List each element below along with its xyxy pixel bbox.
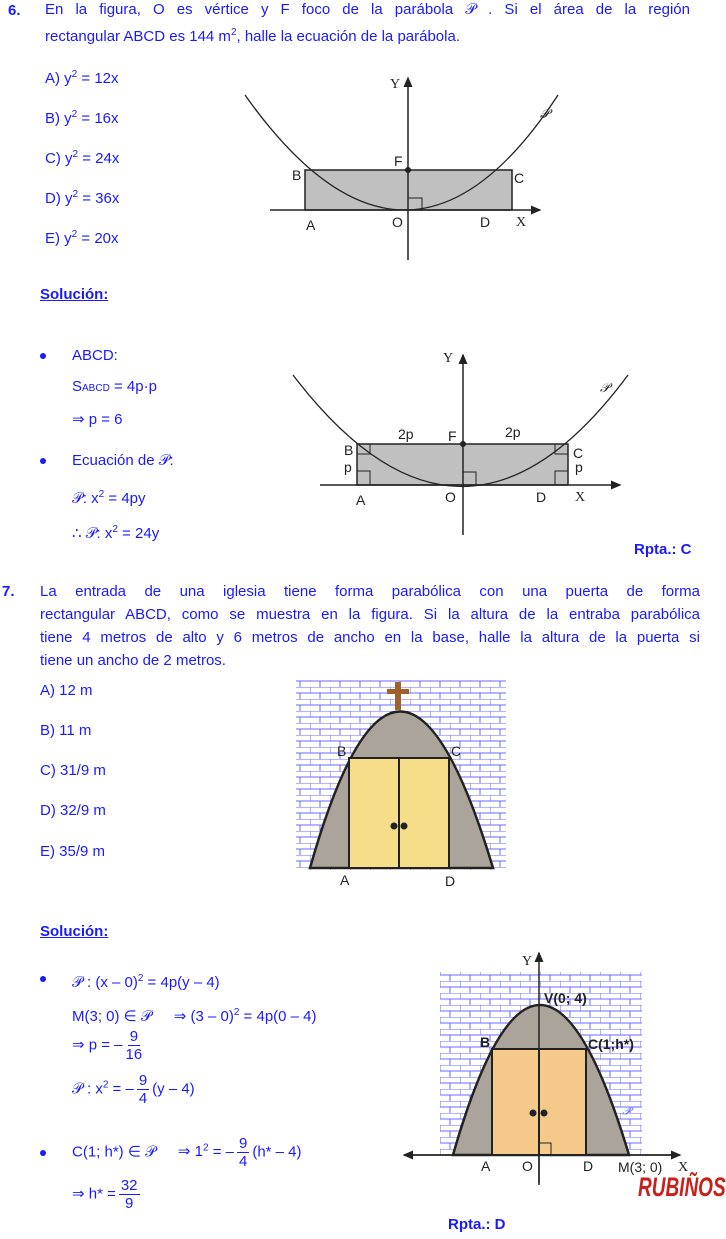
sol6-line: ⇒ p = 6 [72, 411, 123, 428]
svg-text:C: C [514, 170, 525, 186]
bullet [40, 976, 46, 982]
svg-text:Y: Y [443, 351, 454, 366]
figure-parabola-solution-q6 [290, 345, 630, 545]
sol6-line: ∴ 𝒫: $x^2 = 24y$ [72, 524, 160, 542]
figure-parabola-q6 [240, 70, 570, 270]
svg-text:B: B [344, 442, 354, 458]
svg-text:B: B [337, 743, 347, 759]
option-a: A) 12 m [40, 682, 93, 699]
question-6-line: En la figura, O es vértice y F foco de la parábola 𝒫 . Si el área de la región [45, 1, 690, 18]
svg-text:A: A [356, 492, 366, 508]
option-c: C) 31/9 m [40, 762, 106, 779]
question-7-line: tiene un ancho de 2 metros. [40, 652, 226, 669]
svg-text:𝒫: 𝒫 [622, 1104, 631, 1118]
figure-church-solution [400, 945, 700, 1185]
question-7-line: La entrada de una iglesia tiene forma parabólica con una puerta de forma [40, 583, 700, 600]
sol7-line: M(3; 0) ∈ 𝒫 ⇒ (3 – 0)$^2$ = 4p(0 – 4) [72, 1007, 317, 1025]
sol7-line: 𝒫 : $x^2$ = – $\frac{9}{4}$ (y – 4) [72, 1072, 195, 1107]
svg-text:O: O [445, 489, 456, 505]
svg-text:B: B [480, 1034, 491, 1050]
sol7-line: 𝒫 : (x – 0)$^2$ = 4p(y – 4) [72, 973, 220, 991]
option-a: A) $y^2 = 12x$ [45, 69, 119, 87]
svg-text:2p: 2p [505, 424, 521, 440]
svg-text:O: O [392, 214, 403, 230]
svg-text:A: A [306, 217, 316, 233]
svg-text:p: p [344, 459, 352, 475]
svg-text:X: X [678, 1160, 689, 1175]
door-knob [541, 1110, 548, 1117]
svg-text:p: p [575, 459, 583, 475]
svg-text:𝒫: 𝒫 [600, 381, 610, 396]
svg-text:F: F [394, 153, 403, 169]
svg-text:Y: Y [522, 954, 533, 969]
svg-text:A: A [481, 1158, 491, 1174]
question-6-number: 6. [8, 2, 21, 19]
svg-text:2p: 2p [398, 426, 414, 442]
question-7-number: 7. [2, 583, 15, 600]
sol6-line: Ecuación de 𝒫: [72, 452, 174, 469]
svg-text:D: D [480, 214, 491, 230]
sol6-line: ABCD: [72, 347, 118, 364]
sol6-line: SABCD = 4p·p [72, 378, 157, 395]
option-e: E) 35/9 m [40, 843, 106, 860]
svg-text:D: D [583, 1158, 594, 1174]
question-6-line: rectangular ABCD es 144 $m^2$, halle la ecuación de la parábola. [45, 27, 460, 45]
option-e: E) $y^2 = 20x$ [45, 229, 119, 247]
door-knob [530, 1110, 537, 1117]
solution-title-q6: Solución: [40, 286, 109, 303]
sol7-line: ⇒ p = – $\frac{9}{16}$ [72, 1028, 143, 1063]
sol7-line: C(1; h*) ∈ 𝒫 ⇒ $1^2$ = – $\frac{9}{4}$ (h* – 4) [72, 1135, 302, 1170]
bullet [40, 353, 46, 359]
sol6-line: 𝒫: $x^2 = 4py$ [72, 489, 146, 507]
svg-text:B: B [292, 167, 302, 183]
svg-text:Y: Y [390, 77, 401, 92]
question-7-line: tiene 4 metros de alto y 6 metros de ancho en la base, halle la altura de la puerta si [40, 629, 700, 646]
door-knob [401, 823, 408, 830]
option-c: C) $y^2 = 24x$ [45, 149, 120, 167]
question-7-text [40, 580, 700, 672]
svg-text:A: A [340, 872, 350, 888]
svg-text:𝒫: 𝒫 [540, 107, 550, 122]
focus-point [460, 441, 466, 447]
bullet [40, 1150, 46, 1156]
svg-text:O: O [522, 1158, 533, 1174]
solution-title-q7: Solución: [40, 923, 109, 940]
option-d: D) 32/9 m [40, 802, 106, 819]
svg-text:V(0; 4): V(0; 4) [544, 990, 587, 1006]
question-6-text [45, 0, 690, 48]
svg-text:C(1;h*): C(1;h*) [588, 1036, 634, 1052]
svg-text:D: D [536, 489, 547, 505]
option-b: B) $y^2 = 16x$ [45, 109, 119, 127]
svg-text:M(3; 0): M(3; 0) [618, 1159, 663, 1175]
svg-text:F: F [448, 428, 457, 444]
question-7-line: rectangular ABCD, como se muestra en la figura. Si la altura de la entraba parabólica [40, 606, 700, 623]
svg-text:X: X [575, 490, 586, 505]
answer-q7: Rpta.: D [448, 1216, 506, 1233]
option-d: D) $y^2 = 36x$ [45, 189, 120, 207]
option-b: B) 11 m [40, 722, 92, 739]
focus-point [405, 167, 411, 173]
bullet [40, 458, 46, 464]
sol7-line: ⇒ h* = $\frac{32}{9}$ [72, 1177, 138, 1212]
door-knob [391, 823, 398, 830]
figure-church-entrance [290, 675, 520, 890]
svg-text:D: D [445, 873, 456, 889]
svg-text:C: C [573, 445, 584, 461]
answer-q6: Rpta.: C [634, 541, 692, 558]
svg-text:C: C [451, 743, 462, 759]
svg-text:X: X [516, 215, 527, 230]
rubinos-logo: RUBIÑOS [638, 1173, 726, 1203]
